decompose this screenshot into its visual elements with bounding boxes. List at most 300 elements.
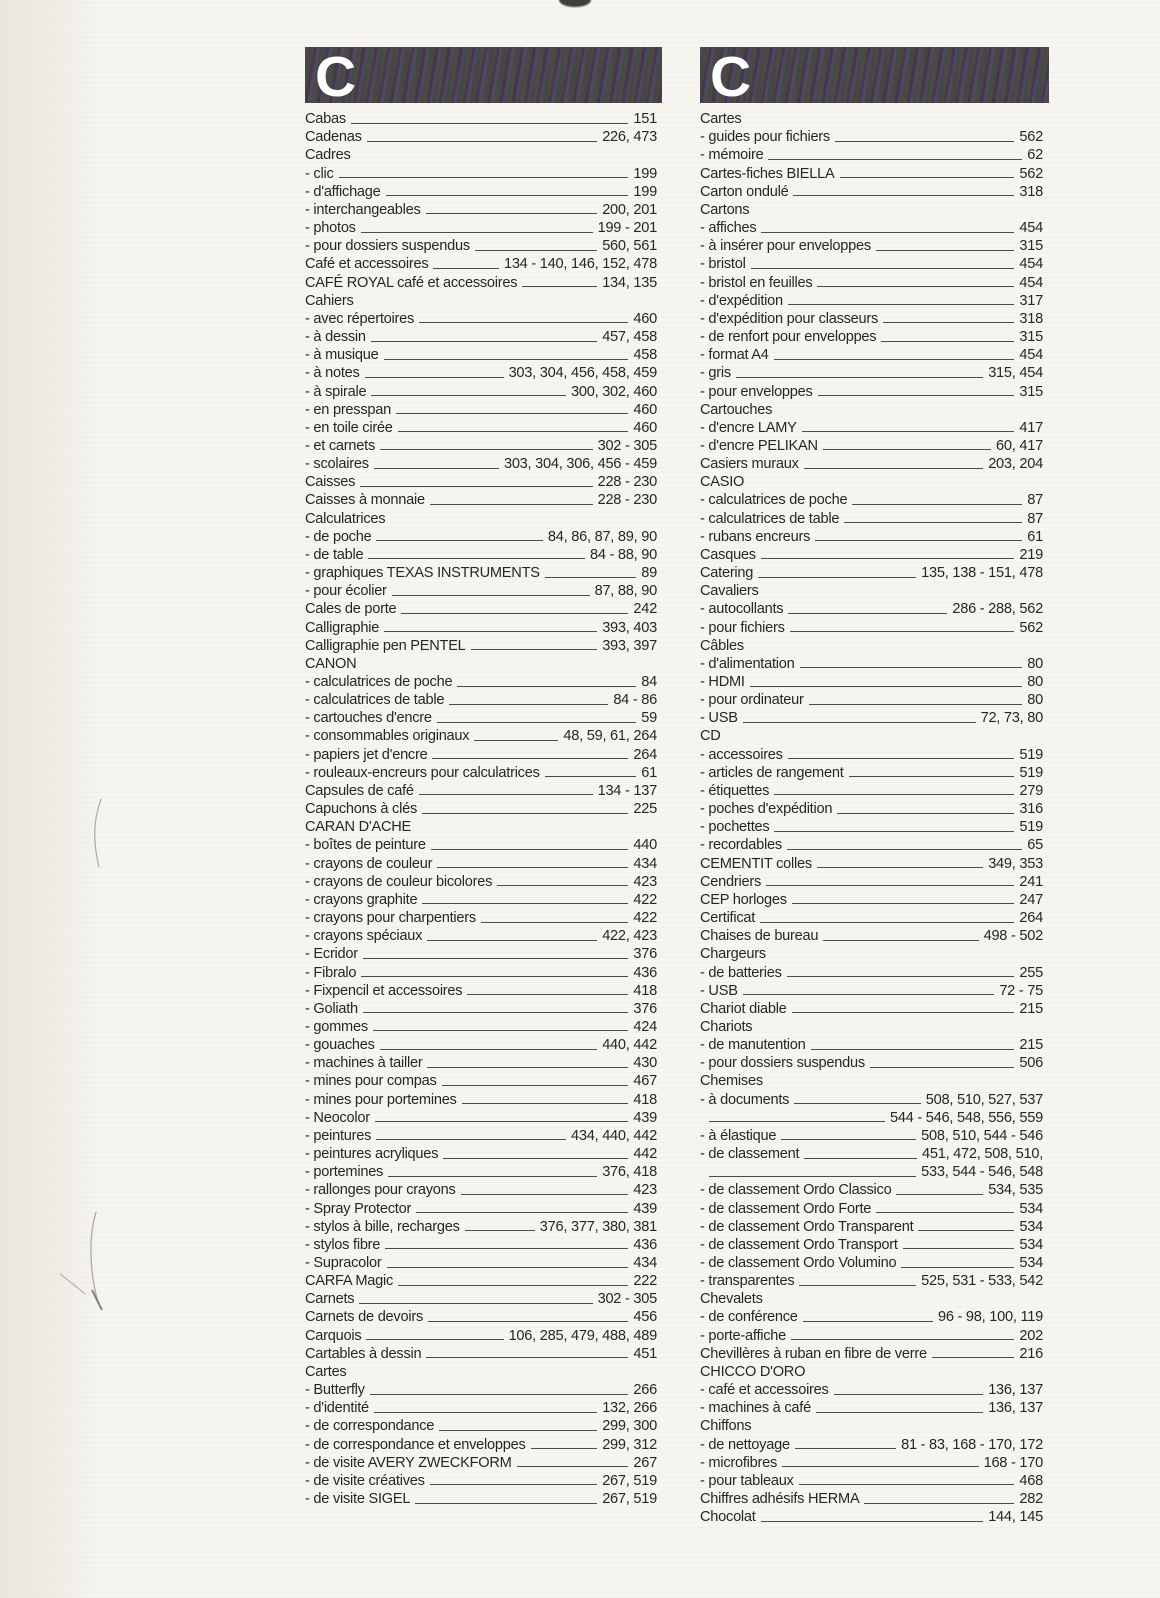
leader-line <box>849 776 1015 777</box>
entry-label: Certificat <box>700 910 756 927</box>
entry-pages: 519 <box>1019 819 1043 836</box>
entry-pages: 106, 285, 479, 488, 489 <box>508 1327 657 1344</box>
entry-label: Cartes <box>305 1363 347 1380</box>
index-entry <box>305 236 657 254</box>
entry-pages: 318 <box>1019 310 1043 327</box>
entry-label: Chaises de bureau <box>700 928 819 945</box>
index-entry <box>700 999 1043 1017</box>
entry-pages: 454 <box>1019 274 1043 291</box>
entry-pages: 434 <box>633 1255 657 1271</box>
entry-pages: 151 <box>633 111 657 128</box>
index-entry <box>700 799 1043 817</box>
entry-label: - mines pour portemines <box>305 1091 457 1108</box>
leader-line <box>462 1103 629 1104</box>
entry-pages: 299, 312 <box>602 1436 657 1453</box>
leader-line <box>932 1357 1015 1358</box>
entry-pages: 318 <box>1019 183 1043 200</box>
entry-label: - de correspondance et enveloppes <box>305 1436 526 1453</box>
index-entry <box>700 835 1043 853</box>
entry-label: - à dessin <box>305 329 366 346</box>
entry-label: - clic <box>305 165 334 182</box>
entry-label: CAFÉ ROYAL café et accessoires <box>305 274 518 291</box>
index-entry <box>305 182 657 200</box>
leader-line <box>817 286 1014 287</box>
section-letter: C <box>710 45 752 109</box>
index-entry <box>305 1071 657 1089</box>
entry-pages: 315, 454 <box>988 365 1043 382</box>
entry-pages: 255 <box>1019 964 1043 981</box>
leader-line <box>361 976 628 977</box>
entry-pages: 534 <box>1019 1255 1043 1271</box>
index-entry <box>700 1235 1043 1253</box>
leader-line <box>823 449 991 450</box>
index-entry <box>305 763 657 781</box>
entry-pages: 376, 377, 380, 381 <box>539 1218 657 1235</box>
entry-pages: 417 <box>1019 419 1043 436</box>
entry-pages: 199 <box>633 165 657 182</box>
index-entry <box>305 944 657 962</box>
entry-label: - rubans encreurs <box>700 528 811 545</box>
index-heading <box>700 1017 1043 1035</box>
leader-line <box>367 141 598 142</box>
entry-pages: 315 <box>1019 383 1043 400</box>
entry-label: - Supracolor <box>305 1255 382 1271</box>
index-entry <box>305 400 657 418</box>
entry-pages: 439 <box>633 1109 657 1126</box>
entry-label: Cadres <box>305 147 351 164</box>
entry-label: - de classement Ordo Forte <box>700 1200 872 1217</box>
leader-line <box>363 1012 628 1013</box>
entry-pages: 59 <box>641 710 657 727</box>
pen-mark-artifact <box>52 1210 132 1330</box>
entry-label: - photos <box>305 220 356 237</box>
entry-pages: 84, 86, 87, 89, 90 <box>547 528 657 545</box>
entry-label: - de visite créatives <box>305 1472 425 1489</box>
leader-line <box>817 867 983 868</box>
entry-pages: 533, 544 - 546, 548 <box>921 1164 1043 1181</box>
index-entry <box>305 1289 657 1307</box>
entry-label: Chocolat <box>700 1509 756 1526</box>
entry-label: - graphiques TEXAS INSTRUMENTS <box>305 565 540 582</box>
entry-pages: 266 <box>633 1382 657 1399</box>
entry-label: - de classement Ordo Classico <box>700 1182 892 1199</box>
leader-line <box>401 613 628 614</box>
index-entry <box>700 1453 1043 1471</box>
entry-pages: 134 - 140, 146, 152, 478 <box>503 256 657 273</box>
entry-label: - crayons de couleur bicolores <box>305 873 493 890</box>
index-entry <box>305 254 657 272</box>
entry-label: - de correspondance <box>305 1418 435 1435</box>
leader-line <box>396 413 628 414</box>
section-letter: C <box>315 45 357 109</box>
entry-label: - calculatrices de poche <box>305 674 453 690</box>
leader-line <box>774 831 1014 832</box>
leader-line <box>517 1466 629 1467</box>
index-entry <box>700 1271 1043 1289</box>
entry-label: - d'encre LAMY <box>700 419 797 436</box>
leader-line <box>368 558 585 559</box>
entry-pages: 134 - 137 <box>597 782 657 799</box>
leader-line <box>427 940 597 941</box>
entry-label: Casiers muraux <box>700 456 799 473</box>
entry-label: - en toile cirée <box>305 419 393 436</box>
entry-pages: 84 - 88, 90 <box>589 546 657 563</box>
entry-pages: 89 <box>641 565 657 582</box>
leader-line <box>497 885 628 886</box>
leader-line <box>750 686 1023 687</box>
entry-label: - recordables <box>700 837 782 854</box>
index-entry <box>305 1471 657 1489</box>
entry-pages: 442 <box>633 1146 657 1163</box>
index-entry <box>305 617 657 635</box>
entry-pages: 228 - 230 <box>597 474 657 491</box>
index-entry <box>305 418 657 436</box>
index-entry <box>700 254 1043 272</box>
index-entry <box>305 835 657 853</box>
entry-label: Chevalets <box>700 1291 763 1308</box>
index-entry <box>700 1344 1043 1362</box>
entry-pages: 299, 300 <box>602 1418 657 1435</box>
entry-label: CASIO <box>700 474 745 491</box>
entry-label: Câbles <box>700 637 744 654</box>
entry-label: - interchangeables <box>305 201 421 218</box>
leader-line <box>545 577 637 578</box>
entry-label: - à musique <box>305 347 379 364</box>
entry-label: - crayons spéciaux <box>305 928 423 945</box>
leader-line <box>428 1321 628 1322</box>
leader-line <box>363 958 629 959</box>
index-entry <box>700 418 1043 436</box>
leader-line <box>835 141 1014 142</box>
entry-pages: 519 <box>1019 764 1043 781</box>
index-heading <box>700 636 1043 654</box>
leader-line <box>758 577 916 578</box>
entry-pages: 81 - 83, 168 - 170, 172 <box>901 1436 1043 1453</box>
leader-line <box>522 286 597 287</box>
index-heading <box>700 944 1043 962</box>
index-entry <box>700 617 1043 635</box>
entry-pages: 61 <box>641 764 657 781</box>
entry-label: Chiffres adhésifs HERMA <box>700 1491 860 1508</box>
entry-label: - accessoires <box>700 746 783 763</box>
entry-pages: 560, 561 <box>602 238 657 255</box>
entry-pages: 525, 531 - 533, 542 <box>921 1273 1043 1290</box>
leader-line <box>449 704 608 705</box>
leader-line <box>416 1212 628 1213</box>
entry-pages: 216 <box>1019 1345 1043 1362</box>
leader-line <box>918 1230 1014 1231</box>
index-entry <box>700 309 1043 327</box>
entry-pages: 62 <box>1027 147 1043 164</box>
index-entry <box>305 799 657 817</box>
entry-label: - mémoire <box>700 147 764 164</box>
index-entry <box>700 1380 1043 1398</box>
entry-pages: 96 - 98, 100, 119 <box>937 1309 1043 1326</box>
entry-pages: 457, 458 <box>602 329 657 346</box>
leader-line <box>351 123 628 124</box>
index-entry <box>700 981 1043 999</box>
index-entry <box>305 1053 657 1071</box>
entry-label: Casques <box>700 546 756 563</box>
leader-line <box>366 1339 503 1340</box>
entry-pages: 168 - 170 <box>983 1454 1043 1471</box>
index-entry <box>700 1089 1043 1107</box>
entry-pages: 136, 137 <box>988 1382 1043 1399</box>
entry-pages: 316 <box>1019 801 1043 818</box>
entry-pages: 454 <box>1019 347 1043 364</box>
index-entry <box>305 1489 657 1507</box>
index-entry <box>305 327 657 345</box>
leader-line <box>811 1049 1015 1050</box>
entry-label: - calculatrices de table <box>700 510 840 527</box>
index-entry <box>700 272 1043 290</box>
leader-line <box>815 540 1022 541</box>
entry-label: - machines à café <box>700 1400 811 1417</box>
entry-pages: 317 <box>1019 292 1043 309</box>
pen-mark-artifact <box>85 795 119 875</box>
entry-label: - en presspan <box>305 401 391 418</box>
entry-pages: 87 <box>1027 510 1043 527</box>
entry-label: - et carnets <box>305 437 375 454</box>
entry-label: - de manutention <box>700 1037 806 1054</box>
index-entry <box>305 527 657 545</box>
entry-label: - rouleaux-encreurs pour calculatrices <box>305 764 540 781</box>
index-entry <box>700 127 1043 145</box>
leader-line <box>802 431 1015 432</box>
leader-line <box>774 794 1014 795</box>
index-heading <box>305 654 657 672</box>
entry-pages: 498 - 502 <box>983 928 1043 945</box>
index-entry <box>700 218 1043 236</box>
entry-pages: 544 - 546, 548, 556, 559 <box>889 1109 1043 1126</box>
entry-label: - bristol en feuilles <box>700 274 813 291</box>
leader-line <box>419 322 628 323</box>
leader-line <box>422 903 628 904</box>
entry-label: - café et accessoires <box>700 1382 829 1399</box>
leader-line <box>380 449 593 450</box>
entry-pages: 222 <box>633 1273 657 1290</box>
entry-pages: 562 <box>1019 129 1043 146</box>
index-entry <box>700 781 1043 799</box>
index-entry <box>305 636 657 654</box>
entry-pages: 451 <box>633 1345 657 1362</box>
leader-line <box>903 1248 1015 1249</box>
index-entry <box>700 1489 1043 1507</box>
leader-line <box>365 377 504 378</box>
index-entry <box>305 545 657 563</box>
leader-line <box>901 1267 1014 1268</box>
entry-pages: 65 <box>1027 837 1043 854</box>
entry-label: - USB <box>700 710 738 727</box>
index-entry <box>700 1198 1043 1216</box>
index-entry <box>305 962 657 980</box>
entry-pages: 219 <box>1019 546 1043 563</box>
index-heading <box>305 291 657 309</box>
index-entry <box>700 1471 1043 1489</box>
leader-line <box>376 540 542 541</box>
entry-pages: 203, 204 <box>988 456 1043 473</box>
entry-pages: 135, 138 - 151, 478 <box>921 565 1043 582</box>
entry-pages: 454 <box>1019 256 1043 273</box>
entry-pages: 302 - 305 <box>597 437 657 454</box>
entry-label: CARAN D'ACHE <box>305 819 412 836</box>
index-entry <box>305 1089 657 1107</box>
entry-label: - pour tableaux <box>700 1472 794 1489</box>
index-entry <box>305 1035 657 1053</box>
entry-pages: 264 <box>633 746 657 763</box>
entry-label: Catering <box>700 565 754 582</box>
leader-line <box>793 195 1014 196</box>
index-entry <box>305 672 657 690</box>
entry-label: - papiers jet d'encre <box>305 746 428 763</box>
leader-line <box>743 994 995 995</box>
index-entry <box>700 817 1043 835</box>
entry-label: - USB <box>700 982 738 999</box>
index-entry <box>305 163 657 181</box>
entry-pages: 144, 145 <box>988 1509 1043 1526</box>
entry-label: - peintures <box>305 1127 372 1144</box>
index-entry <box>700 1217 1043 1235</box>
index-entry <box>305 472 657 490</box>
entry-pages: 302 - 305 <box>597 1291 657 1308</box>
index-entry <box>700 563 1043 581</box>
entry-pages: 215 <box>1019 1000 1043 1017</box>
leader-line <box>392 595 590 596</box>
entry-label: - d'affichage <box>305 183 381 200</box>
leader-line <box>439 1430 597 1431</box>
leader-line <box>373 1030 629 1031</box>
leader-line <box>437 722 637 723</box>
index-entry <box>305 890 657 908</box>
entry-label: Calligraphie pen PENTEL <box>305 637 466 654</box>
entry-pages: 562 <box>1019 619 1043 636</box>
entry-pages: 315 <box>1019 329 1043 346</box>
index-entry <box>305 599 657 617</box>
leader-line <box>384 631 597 632</box>
entry-label: - de visite AVERY ZWECKFORM <box>305 1454 512 1471</box>
leader-line <box>761 232 1014 233</box>
entry-pages: 200, 201 <box>602 201 657 218</box>
index-entry <box>305 1108 657 1126</box>
entry-label: - boîtes de peinture <box>305 837 426 854</box>
index-entry <box>700 545 1043 563</box>
leader-line <box>361 232 593 233</box>
index-entry <box>305 1144 657 1162</box>
entry-label: - à spirale <box>305 383 367 400</box>
index-entry <box>305 726 657 744</box>
index-heading <box>700 1289 1043 1307</box>
entry-pages: 436 <box>633 964 657 981</box>
entry-pages: 422 <box>633 891 657 908</box>
index-entry <box>700 527 1043 545</box>
entry-label: Cabas <box>305 111 346 128</box>
entry-label: - format A4 <box>700 347 769 364</box>
index-entry <box>305 218 657 236</box>
entry-pages: 136, 137 <box>988 1400 1043 1417</box>
index-entry <box>305 981 657 999</box>
entry-pages: 467 <box>633 1073 657 1090</box>
index-entry <box>700 363 1043 381</box>
index-entry <box>700 291 1043 309</box>
leader-line <box>896 1194 983 1195</box>
index-entry <box>700 1398 1043 1416</box>
leader-line <box>774 359 1015 360</box>
index-entry <box>700 1307 1043 1325</box>
leader-line <box>795 1448 896 1449</box>
entry-pages: 460 <box>633 310 657 327</box>
leader-line <box>876 250 1014 251</box>
index-heading <box>700 1362 1043 1380</box>
entry-label: - articles de rangement <box>700 764 844 781</box>
entry-pages: 534 <box>1019 1236 1043 1253</box>
entry-pages: 80 <box>1027 655 1043 672</box>
leader-line <box>426 213 598 214</box>
entry-pages: 303, 304, 456, 458, 459 <box>508 365 657 382</box>
entry-label: - consommables originaux <box>305 728 470 745</box>
entry-label: - de nettoyage <box>700 1436 790 1453</box>
entry-label: - à documents <box>700 1091 790 1108</box>
leader-line <box>809 704 1023 705</box>
entry-pages: 393, 403 <box>602 619 657 636</box>
entry-pages: 506 <box>1019 1055 1043 1072</box>
index-entry <box>700 508 1043 526</box>
entry-pages: 279 <box>1019 782 1043 799</box>
entry-label: - guides pour fichiers <box>700 129 830 146</box>
entry-pages: 241 <box>1019 873 1043 890</box>
leader-line <box>531 1448 598 1449</box>
entry-pages: 519 <box>1019 746 1043 763</box>
index-entry <box>700 345 1043 363</box>
entry-label: - HDMI <box>700 674 745 690</box>
index-entry <box>700 763 1043 781</box>
entry-label: - Neocolor <box>305 1109 370 1126</box>
entry-label: - bristol <box>700 256 746 273</box>
leader-line <box>427 1067 628 1068</box>
entry-pages: 468 <box>1019 1472 1043 1489</box>
entry-label: - d'expédition pour classeurs <box>700 310 879 327</box>
entry-label: - de batteries <box>700 964 782 981</box>
entry-label: - d'alimentation <box>700 655 795 672</box>
index-entry <box>305 781 657 799</box>
entry-label: - Ecridor <box>305 946 358 963</box>
entry-label: - stylos à bille, recharges <box>305 1218 460 1235</box>
index-entry <box>305 200 657 218</box>
index-entry <box>305 1434 657 1452</box>
entry-pages: 225 <box>633 801 657 818</box>
entry-label: - poches d'expédition <box>700 801 833 818</box>
entry-label: - peintures acryliques <box>305 1146 439 1163</box>
entry-pages: 418 <box>633 982 657 999</box>
entry-label: - Fibralo <box>305 964 357 981</box>
entry-label: - machines à tailler <box>305 1055 423 1072</box>
leader-line <box>790 631 1015 632</box>
entry-label: Cahiers <box>305 292 354 309</box>
leader-line <box>370 1394 629 1395</box>
leader-line <box>823 940 978 941</box>
index-heading <box>700 1416 1043 1434</box>
entry-pages: 376 <box>633 1000 657 1017</box>
leader-line <box>788 304 1015 305</box>
entry-label: Carnets de devoirs <box>305 1309 423 1326</box>
entry-label: - affiches <box>700 220 757 237</box>
entry-pages: 458 <box>633 347 657 364</box>
leader-line <box>781 1139 916 1140</box>
index-heading <box>700 1071 1043 1089</box>
leader-line <box>837 813 1014 814</box>
entry-pages: 282 <box>1019 1491 1043 1508</box>
leader-line <box>475 250 597 251</box>
leader-line <box>760 922 1014 923</box>
